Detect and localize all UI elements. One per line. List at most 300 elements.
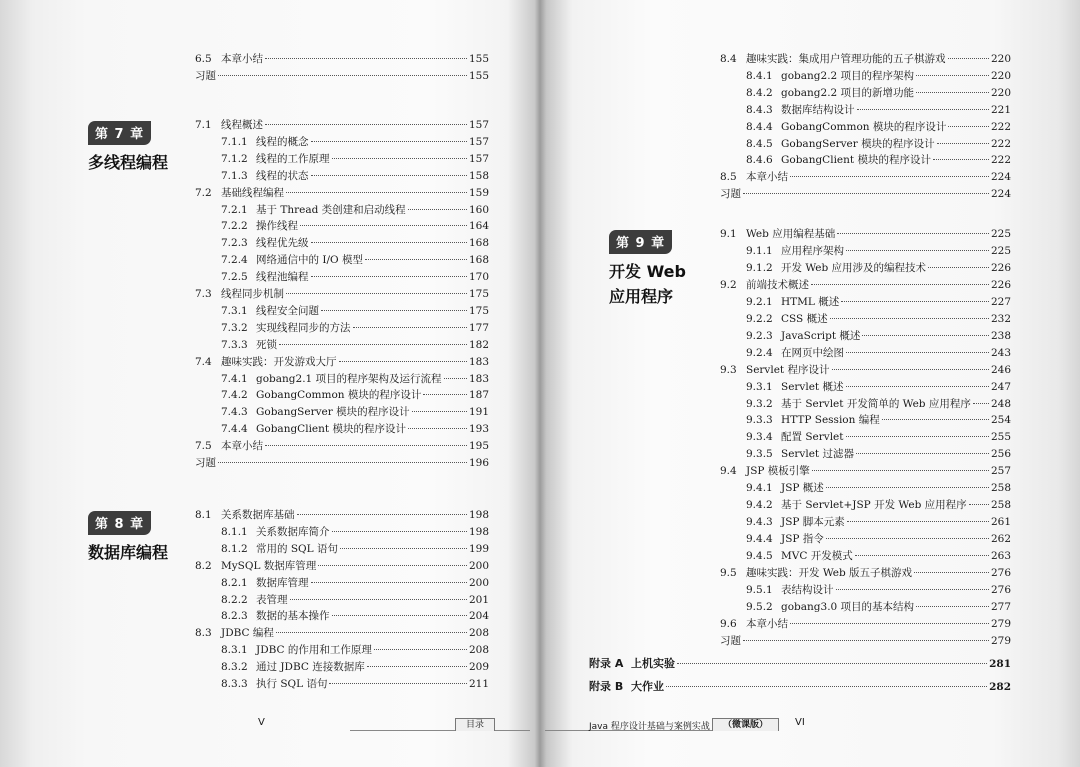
toc-entry-page: 224 [990, 188, 1011, 201]
toc-entry [221, 338, 489, 352]
toc-entry [720, 363, 1011, 377]
toc-entry-number: 9.4.1 [746, 482, 773, 495]
leader-dots [311, 276, 467, 277]
toc-entry-number: 9.1.1 [746, 244, 773, 257]
leader-dots [677, 663, 987, 664]
toc-entry-page: 158 [468, 169, 489, 182]
toc-entry-title: 习题 [720, 188, 741, 201]
toc-entry-number: 7.4.4 [221, 423, 248, 436]
toc-entry-title: 习题 [195, 69, 216, 82]
toc-entry-title: 在网页中绘图 [781, 346, 844, 359]
right-footer-edition: （微课版） [712, 718, 779, 731]
leader-dots [857, 109, 989, 110]
leader-dots [948, 126, 989, 127]
toc-entry-title: 本章小结 [221, 53, 263, 65]
toc-entry-page: 157 [468, 152, 489, 165]
toc-entry-number: 7.4.3 [221, 406, 248, 419]
toc-entry-number: 8.4.6 [746, 154, 773, 167]
leader-dots [279, 344, 467, 345]
leader-dots [329, 683, 467, 684]
toc-entry [720, 170, 1011, 184]
toc-entry [746, 312, 1011, 326]
toc-entry-title: 线程安全问题 [256, 304, 319, 317]
toc-entry [720, 187, 1011, 201]
leader-dots [332, 531, 467, 532]
toc-entry-number: 9.2.2 [746, 312, 773, 325]
toc-entry-title: JSP 脚本元素 [781, 516, 845, 529]
toc-entry-number: 9.3.3 [746, 414, 773, 427]
toc-entry-number: 8.4.5 [746, 137, 773, 150]
toc-entry [221, 576, 489, 590]
toc-entry [195, 456, 489, 470]
toc-entry-title: gobang2.1 项目的程序架构及运行流程 [256, 372, 442, 385]
chapter-title: 多线程编程 [88, 153, 169, 172]
toc-entry-page: 232 [990, 312, 1011, 325]
leader-dots [841, 301, 989, 302]
toc-entry-page: 279 [990, 617, 1011, 630]
toc-entry-number: 8.1.2 [221, 542, 248, 555]
leader-dots [882, 419, 989, 420]
toc-entry-number: 9.4.4 [746, 533, 773, 546]
toc-entry [221, 422, 489, 436]
toc-entry [195, 559, 489, 573]
toc-entry [221, 203, 489, 217]
toc-entry-number: 9.6 [720, 617, 737, 630]
toc-entry [195, 287, 489, 301]
toc-entry-page: 160 [468, 203, 489, 216]
leader-dots [826, 487, 989, 488]
toc-entry [221, 405, 489, 419]
appendix-entry [589, 680, 1011, 694]
toc-entry-page: 201 [468, 593, 489, 606]
appendix-label: 附录 A [589, 657, 624, 670]
toc-entry [746, 329, 1011, 343]
toc-entry-title: gobang2.2 项目的新增功能 [781, 86, 915, 99]
toc-entry-page: 204 [468, 610, 489, 623]
left-page-number: V [258, 717, 265, 728]
leader-dots [856, 453, 989, 454]
toc-entry [746, 413, 1011, 427]
toc-entry-title: JSP 模板引擎 [746, 465, 810, 478]
toc-entry-number: 9.2.1 [746, 295, 773, 308]
appendix-label: 附录 B [589, 680, 624, 693]
toc-entry [195, 186, 489, 200]
toc-entry-title: GobangClient 模块的程序设计 [781, 154, 931, 167]
toc-entry-page: 195 [468, 440, 489, 453]
toc-entry-page: 200 [468, 576, 489, 589]
leader-dots [332, 158, 467, 159]
toc-entry-page: 209 [468, 661, 489, 674]
left-footer-rule [350, 730, 530, 731]
toc-entry-page: 262 [990, 533, 1011, 546]
toc-entry-number: 8.3 [195, 627, 212, 640]
toc-entry-page: 276 [990, 583, 1011, 596]
leader-dots [311, 175, 467, 176]
toc-entry-title: 数据的基本操作 [256, 610, 330, 623]
leader-dots [666, 686, 987, 687]
toc-entry-number: 9.4.2 [746, 499, 773, 512]
toc-entry-page: 225 [990, 244, 1011, 257]
toc-entry-title: HTTP Session 编程 [781, 414, 880, 427]
toc-entry-page: 222 [990, 137, 1011, 150]
toc-entry [720, 52, 1011, 66]
toc-entry-number: 9.3.4 [746, 431, 773, 444]
toc-entry [221, 388, 489, 402]
toc-entry-title: GobangClient 模块的程序设计 [256, 423, 406, 436]
toc-entry-title: Servlet 概述 [781, 380, 844, 393]
toc-entry [221, 643, 489, 657]
leader-dots [832, 369, 989, 370]
leader-dots [340, 548, 467, 549]
toc-entry-number: 7.2.5 [221, 271, 248, 284]
toc-entry [195, 439, 489, 453]
toc-entry-page: 208 [468, 644, 489, 657]
toc-entry-number: 7.1.1 [221, 135, 248, 148]
toc-entry [746, 549, 1011, 563]
appendix-page: 281 [989, 658, 1011, 670]
leader-dots [847, 521, 989, 522]
toc-entry-title: gobang3.0 项目的基本结构 [781, 600, 915, 613]
leader-dots [928, 267, 989, 268]
toc-entry-title: Servlet 过滤器 [781, 448, 854, 461]
toc-entry-title: 关系数据库简介 [256, 525, 330, 538]
toc-entry-number: 8.2.2 [221, 593, 248, 606]
toc-entry [746, 583, 1011, 597]
leader-dots [423, 394, 467, 395]
toc-entry-title: 前端技术概述 [746, 278, 809, 291]
toc-entry-title: 表管理 [256, 593, 288, 606]
leader-dots [318, 565, 467, 566]
toc-entry [746, 498, 1011, 512]
leader-dots [933, 159, 989, 160]
appendix-title: 大作业 [631, 680, 664, 693]
toc-entry-page: 157 [468, 135, 489, 148]
toc-entry-page: 164 [468, 220, 489, 233]
appendix-title: 上机实验 [631, 657, 675, 670]
toc-entry-number: 7.3 [195, 288, 212, 300]
toc-entry-page: 208 [468, 627, 489, 640]
toc-entry-title: HTML 概述 [781, 295, 840, 308]
toc-entry-title: 线程的概念 [256, 135, 309, 148]
toc-entry-number: 8.1 [195, 509, 212, 521]
toc-entry-number: 9.5 [720, 567, 737, 579]
toc-entry-number: 7.4.1 [221, 372, 248, 385]
toc-entry-number: 9.2.3 [746, 329, 773, 342]
toc-entry-page: 220 [990, 86, 1011, 99]
toc-entry-title: 习题 [720, 634, 741, 647]
toc-entry-page: 254 [990, 414, 1011, 427]
toc-entry-title: 趣味实践：集成用户管理功能的五子棋游戏 [746, 53, 946, 65]
toc-entry [746, 447, 1011, 461]
toc-entry-page: 224 [990, 171, 1011, 184]
leader-dots [916, 92, 989, 93]
toc-entry-number: 8.2.3 [221, 610, 248, 623]
toc-entry-page: 155 [468, 53, 489, 65]
toc-entry-number: 9.5.1 [746, 583, 773, 596]
leader-dots [826, 538, 989, 539]
toc-entry-title: JDBC 的作用和工作原理 [256, 644, 372, 657]
toc-entry [746, 261, 1011, 275]
toc-entry-title: 数据库管理 [256, 576, 309, 589]
toc-entry-page: 170 [468, 271, 489, 284]
leader-dots [846, 352, 989, 353]
toc-entry-title: 基于 Servlet 开发简单的 Web 应用程序 [781, 397, 971, 410]
toc-entry-title: 常用的 SQL 语句 [256, 542, 338, 555]
toc-entry-number: 7.1 [195, 119, 212, 131]
toc-entry [221, 135, 489, 149]
chapter-title: 数据库编程 [88, 543, 169, 562]
toc-entry-page: 246 [990, 363, 1011, 376]
toc-entry-number: 6.5 [195, 53, 212, 65]
toc-entry-page: 276 [990, 567, 1011, 579]
toc-entry-title: GobangServer 模块的程序设计 [256, 406, 410, 419]
toc-entry-page: 222 [990, 154, 1011, 167]
toc-entry-page: 198 [468, 509, 489, 521]
toc-entry-number: 8.2 [195, 559, 212, 572]
toc-entry [221, 677, 489, 691]
toc-entry-title: 习题 [195, 457, 216, 469]
toc-entry-title: Servlet 程序设计 [746, 363, 830, 376]
appendix-page: 282 [989, 681, 1011, 693]
chapter-title: 开发 Web [609, 262, 686, 281]
toc-entry-title: JavaScript 概述 [781, 329, 861, 342]
leader-dots [408, 209, 467, 210]
toc-entry-number: 7.2.4 [221, 254, 248, 267]
leader-dots [811, 284, 989, 285]
toc-entry-title: 表结构设计 [781, 583, 834, 596]
toc-entry-title: 本章小结 [746, 171, 788, 184]
leader-dots [311, 141, 467, 142]
toc-entry [221, 304, 489, 318]
toc-entry-title: CSS 概述 [781, 312, 828, 325]
toc-entry-title: GobangServer 模块的程序设计 [781, 137, 935, 150]
chapter-badge: 第 8 章 [88, 511, 151, 535]
toc-entry-number: 8.4.4 [746, 120, 773, 133]
toc-entry [195, 508, 489, 522]
toc-entry-number: 9.2.4 [746, 346, 773, 359]
toc-entry-title: 基于 Thread 类创建和启动线程 [256, 203, 406, 216]
toc-entry-title: 本章小结 [746, 617, 788, 630]
toc-entry-number: 7.3.2 [221, 321, 248, 334]
toc-entry-page: 255 [990, 431, 1011, 444]
toc-entry [746, 600, 1011, 614]
toc-entry-title: 基于 Servlet+JSP 开发 Web 应用程序 [781, 499, 967, 512]
leader-dots [265, 445, 467, 446]
toc-entry [746, 430, 1011, 444]
leader-dots [374, 649, 467, 650]
toc-entry [720, 278, 1011, 292]
toc-entry-title: JDBC 编程 [221, 627, 274, 640]
toc-entry-number: 9.4.5 [746, 550, 773, 563]
toc-entry-page: 256 [990, 448, 1011, 461]
toc-entry-title: 趣味实践：开发 Web 版五子棋游戏 [746, 567, 913, 579]
toc-entry-number: 8.3.1 [221, 644, 248, 657]
toc-entry [221, 236, 489, 250]
toc-entry-page: 183 [468, 372, 489, 385]
leader-dots [365, 259, 467, 260]
leader-dots [321, 310, 467, 311]
leader-dots [846, 250, 989, 251]
left-footer-tab: 目录 [455, 718, 495, 731]
toc-entry-number: 7.2 [195, 186, 212, 199]
leader-dots [836, 589, 989, 590]
toc-entry-title: JSP 指令 [781, 533, 824, 546]
toc-entry-page: 193 [468, 423, 489, 436]
leader-dots [297, 514, 467, 515]
toc-entry-page: 191 [468, 406, 489, 419]
leader-dots [862, 335, 989, 336]
toc-entry [746, 380, 1011, 394]
toc-entry-number: 9.4 [720, 465, 737, 478]
toc-entry-page: 222 [990, 120, 1011, 133]
toc-entry-page: 279 [990, 634, 1011, 647]
toc-entry-page: 199 [468, 542, 489, 555]
leader-dots [286, 192, 467, 193]
toc-entry-page: 187 [468, 389, 489, 402]
leader-dots [790, 623, 989, 624]
toc-entry [746, 69, 1011, 83]
leader-dots [743, 193, 989, 194]
toc-entry [746, 120, 1011, 134]
toc-entry-number: 7.2.1 [221, 203, 248, 216]
toc-entry [746, 244, 1011, 258]
toc-entry-page: 177 [468, 321, 489, 334]
toc-entry-page: 175 [468, 304, 489, 317]
toc-entry [746, 481, 1011, 495]
toc-entry-title: 线程概述 [221, 119, 263, 131]
toc-entry-title: 网络通信中的 I/O 模型 [256, 254, 363, 267]
toc-entry-title: 执行 SQL 语句 [256, 678, 328, 690]
right-footer-book-title: Java 程序设计基础与案例实战 [589, 722, 710, 732]
leader-dots [916, 606, 989, 607]
toc-entry-page: 220 [990, 69, 1011, 82]
toc-entry [720, 634, 1011, 648]
toc-entry [746, 397, 1011, 411]
leader-dots [300, 225, 467, 226]
toc-entry-page: 196 [468, 457, 489, 469]
toc-entry-number: 8.1.1 [221, 525, 248, 538]
toc-entry [746, 346, 1011, 360]
toc-entry-number: 8.4.1 [746, 69, 773, 82]
leader-dots [916, 75, 989, 76]
toc-entry-page: 155 [468, 69, 489, 82]
leader-dots [837, 233, 989, 234]
toc-entry [746, 103, 1011, 117]
leader-dots [948, 58, 989, 59]
toc-entry-number: 9.1 [720, 228, 737, 240]
toc-entry [195, 118, 489, 132]
toc-entry-title: 线程池编程 [256, 271, 309, 284]
toc-entry-page: 227 [990, 295, 1011, 308]
leader-dots [276, 632, 467, 633]
toc-entry-page: 238 [990, 329, 1011, 342]
toc-entry-number: 8.4.2 [746, 86, 773, 99]
toc-entry [195, 626, 489, 640]
toc-entry-page: 261 [990, 516, 1011, 529]
toc-entry [221, 152, 489, 166]
leader-dots [332, 615, 467, 616]
leader-dots [812, 470, 989, 471]
toc-entry-title: 线程同步机制 [221, 288, 284, 300]
toc-entry-number: 9.2 [720, 278, 737, 291]
toc-entry-page: 182 [468, 338, 489, 351]
leader-dots [218, 75, 467, 76]
toc-entry [720, 227, 1011, 241]
toc-entry-page: 247 [990, 380, 1011, 393]
toc-entry [720, 617, 1011, 631]
toc-entry-title: MySQL 数据库管理 [221, 559, 317, 572]
toc-entry-page: 258 [990, 482, 1011, 495]
leader-dots [830, 318, 989, 319]
toc-entry-title: 基础线程编程 [221, 186, 284, 199]
toc-entry [746, 515, 1011, 529]
chapter-badge: 第 7 章 [88, 121, 151, 145]
leader-dots [846, 436, 989, 437]
toc-entry [720, 464, 1011, 478]
toc-entry-number: 8.3.3 [221, 678, 248, 690]
toc-entry [221, 169, 489, 183]
leader-dots [846, 386, 989, 387]
toc-entry-title: 实现线程同步的方法 [256, 321, 351, 334]
toc-entry-title: 开发 Web 应用涉及的编程技术 [781, 261, 927, 274]
toc-entry [221, 372, 489, 386]
toc-entry-number: 8.5 [720, 171, 737, 184]
toc-entry [195, 69, 489, 83]
toc-entry [195, 355, 489, 369]
toc-entry [221, 660, 489, 674]
toc-entry-title: MVC 开发模式 [781, 550, 853, 563]
toc-entry-title: JSP 概述 [781, 482, 824, 495]
toc-entry [221, 321, 489, 335]
toc-entry [195, 52, 489, 66]
leader-dots [265, 124, 467, 125]
leader-dots [408, 428, 467, 429]
toc-entry-number: 8.4 [720, 53, 737, 65]
leader-dots [412, 411, 467, 412]
leader-dots [367, 666, 467, 667]
toc-entry-title: 应用程序架构 [781, 244, 844, 257]
toc-entry-title: 线程的工作原理 [256, 152, 330, 165]
toc-entry-page: 159 [468, 186, 489, 199]
toc-entry-title: 关系数据库基础 [221, 509, 295, 521]
toc-entry-title: gobang2.2 项目的程序架构 [781, 69, 915, 82]
toc-entry-title: 趣味实践：开发游戏大厅 [221, 355, 337, 368]
toc-entry-number: 7.3.1 [221, 304, 248, 317]
toc-entry-page: 220 [990, 53, 1011, 65]
toc-entry-title: 线程优先级 [256, 237, 309, 250]
appendix-entry [589, 657, 1011, 671]
toc-entry-page: 248 [990, 397, 1011, 410]
toc-entry [746, 153, 1011, 167]
toc-entry-number: 8.3.2 [221, 661, 248, 674]
toc-entry-number: 9.3.5 [746, 448, 773, 461]
toc-entry-page: 257 [990, 465, 1011, 478]
leader-dots [311, 242, 467, 243]
toc-entry-page: 226 [990, 278, 1011, 291]
toc-entry-page: 175 [468, 288, 489, 300]
leader-dots [937, 143, 989, 144]
toc-entry-page: 168 [468, 254, 489, 267]
leader-dots [914, 572, 989, 573]
toc-entry [746, 86, 1011, 100]
toc-entry [221, 219, 489, 233]
toc-entry-page: 211 [468, 678, 489, 690]
toc-entry [221, 270, 489, 284]
toc-entry [221, 525, 489, 539]
toc-entry-page: 183 [468, 355, 489, 368]
leader-dots [218, 462, 467, 463]
toc-entry-title: 本章小结 [221, 440, 263, 453]
